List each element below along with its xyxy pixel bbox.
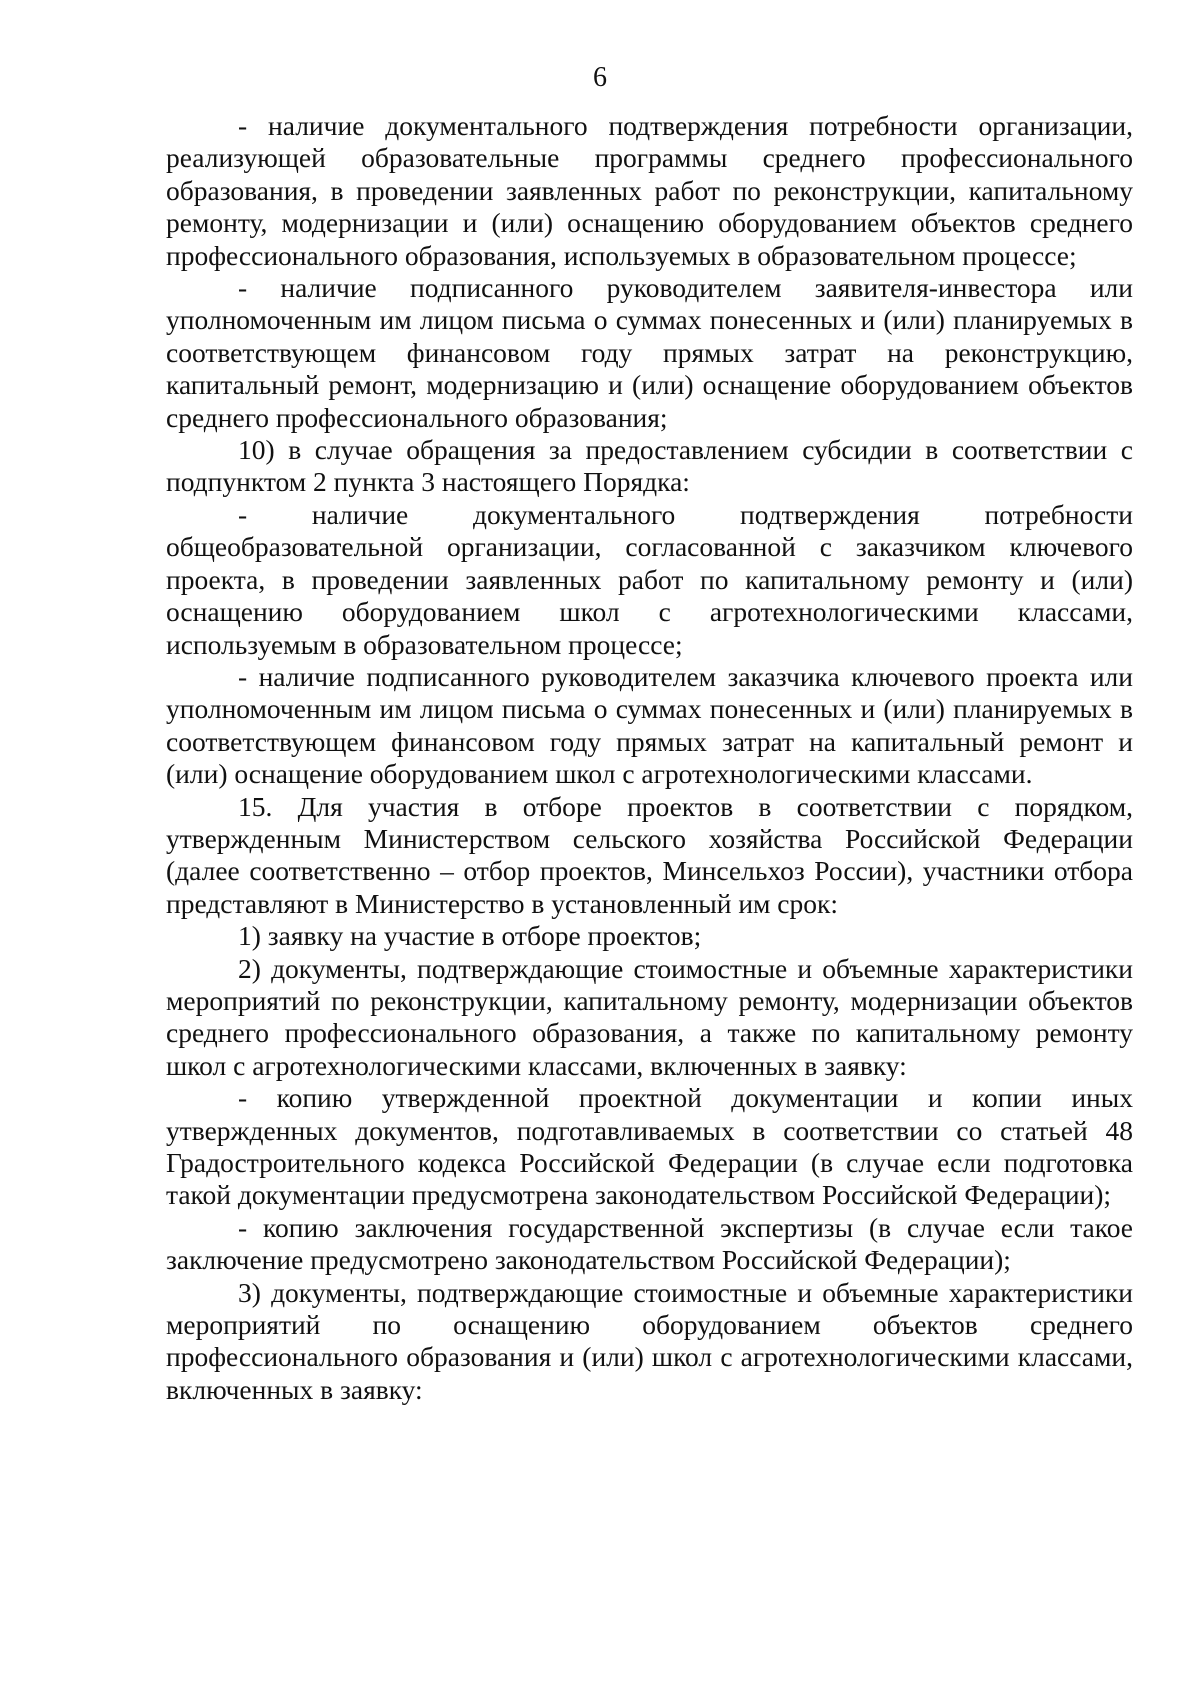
paragraph: 1) заявку на участие в отборе проектов; xyxy=(238,920,702,952)
paragraph: - наличие документального подтверждения потребности общеобразовательной организации, согласованной с заказчиком ключевого проекта, в проведении заявленных работ по капитальному ремонту и (или) оснащению оборудованием школ с агротехнологическими классами, используемым в образовательном процессе; xyxy=(166,498,1133,660)
paragraph: 2) документы, подтверждающие стоимостные и объемные характеристики мероприятий по реконструкции, капитальному ремонту, модернизации объектов среднего профессионального образования, а также по капитальному ремонту школ с агротехнологическими классами, включенных в заявку: xyxy=(166,952,1133,1081)
paragraph: 3) документы, подтверждающие стоимостные и объемные характеристики мероприятий по оснащению оборудованием объектов среднего профессионального образования и (или) школ с агротехнологическими классами, включенных в заявку: xyxy=(166,1276,1133,1405)
paragraph: - наличие документального подтверждения потребности организации, реализующей образовательные программы среднего профессионального образования, в проведении заявленных работ по реконструкции, капитальному ремонту, модернизации и (или) оснащению оборудованием объектов среднего профессионального образования, используемых в образовательном процессе; xyxy=(166,110,1133,271)
paragraph: - наличие подписанного руководителем заявителя-инвестора или уполномоченным им лицом письма о суммах понесенных и (или) планируемых в соответствующем финансовом году прямых затрат на реконструкцию, капитальный ремонт, модернизацию и (или) оснащение оборудованием объектов среднего профессионального образования; xyxy=(166,272,1133,433)
paragraph: - копию заключения государственной экспертизы (в случае если такое заключение предусмотрено законодательством Российской Федерации); xyxy=(166,1211,1133,1276)
paragraph: - копию утвержденной проектной документации и копии иных утвержденных документов, подготавливаемых в соответствии со статьей 48 Градостроительного кодекса Российской Федерации (в случае если подготовка такой документации предусмотрена законодательством Российской Федерации); xyxy=(166,1082,1133,1211)
paragraph: - наличие подписанного руководителем заказчика ключевого проекта или уполномоченным им лицом письма о суммах понесенных и (или) планируемых в соответствующем финансовом году прямых затрат на капитальный ремонт и (или) оснащение оборудованием школ с агротехнологическими классами. xyxy=(166,660,1133,790)
document-body xyxy=(166,110,1133,1406)
page-number: 6 xyxy=(593,62,607,93)
paragraph: 15. Для участия в отборе проектов в соответствии с порядком, утвержденным Министерством сельского хозяйства Российской Федерации (далее соответственно – отбор проектов, Минсельхоз России), участники отбора представляют в Министерство в установленный им срок: xyxy=(166,790,1133,919)
paragraph: 10) в случае обращения за предоставлением субсидии в соответствии с подпунктом 2 пункта 3 настоящего Порядка: xyxy=(166,434,1133,498)
